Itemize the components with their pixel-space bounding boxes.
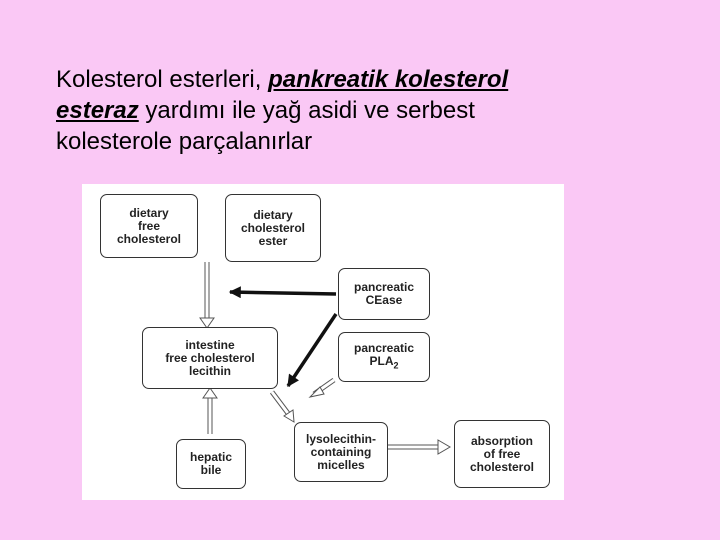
node-label-line: ester (258, 233, 288, 248)
node-label-line: dietary (129, 205, 169, 220)
node-label-line: cholesterol (469, 459, 535, 474)
pla-text: PLA (369, 353, 394, 368)
node-hepatic-bile (176, 439, 246, 489)
arrow-micelles-to-absorption (388, 440, 450, 454)
caption-emphasis-2: esteraz (56, 97, 139, 124)
node-label-line: micelles (317, 457, 365, 472)
node-label-line: absorption (471, 433, 533, 448)
node-label-line: pancreatic (353, 280, 415, 294)
arrow-pla2-hollow (310, 380, 334, 397)
node-label-line: intestine (185, 337, 235, 352)
cholesterol-flow-diagram (82, 184, 564, 500)
arrow-intestine-to-micelles (272, 392, 294, 422)
node-pancreatic-pla2 (338, 332, 430, 382)
node-label-line: cholesterol (240, 220, 306, 235)
caption-text-1: Kolesterol esterleri, (56, 66, 269, 93)
arrow-bile-to-intestine (203, 388, 217, 434)
node-label-line (354, 355, 414, 372)
slide-caption (56, 64, 676, 157)
node-label-line: hepatic (189, 450, 232, 464)
node-pancreatic-cease (338, 268, 430, 320)
node-label-line: lecithin (188, 363, 231, 378)
node-lysolecithin-micelles (294, 422, 388, 482)
node-label-line: containing (310, 444, 372, 459)
node-dietary-cholesterol-ester (225, 194, 321, 262)
caption-text-2: yardımı ile yağ asidi ve serbest (138, 97, 475, 124)
node-label-line: bile (200, 463, 222, 477)
node-label-line: pancreatic (353, 340, 415, 355)
node-label-line: of free (483, 446, 521, 461)
caption-text-3: kolesterole parçalanırlar (56, 128, 313, 155)
node-label-line: dietary (253, 207, 293, 222)
node-dietary-free-cholesterol (100, 194, 198, 258)
node-label-line: cholesterol (116, 231, 182, 246)
node-label-line: CEase (365, 293, 403, 307)
node-label-line: free (137, 218, 160, 233)
node-absorption-free-cholesterol (454, 420, 550, 488)
arrow-cease-to-intestine (230, 292, 336, 294)
caption-emphasis-1: pankreatik kolesterol (268, 66, 509, 93)
node-label-line: lysolecithin- (305, 431, 376, 446)
arrow-dietary-to-intestine (200, 262, 214, 328)
pla-subscript: 2 (393, 360, 399, 371)
node-label-line: free cholesterol (165, 350, 255, 365)
arrow-pla2-to-micelles (288, 314, 336, 386)
node-intestine (142, 327, 278, 389)
